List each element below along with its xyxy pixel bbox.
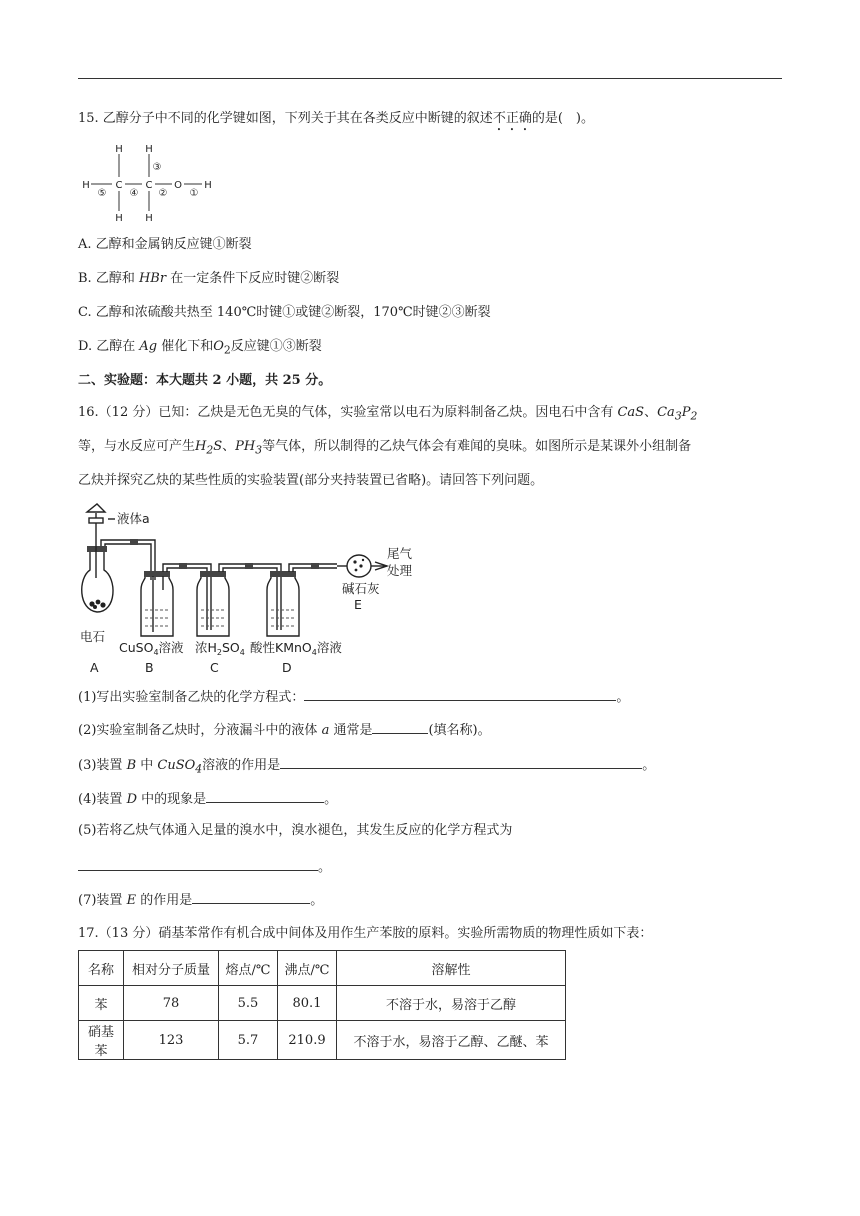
header-rule [78, 78, 782, 79]
table-header-cell: 溶解性 [337, 951, 566, 986]
answer-blank[interactable] [280, 756, 642, 769]
table-header-cell: 熔点/℃ [219, 951, 278, 986]
bond-label-5: ⑤ [97, 188, 107, 199]
label-liquid-a: 液体a [117, 511, 150, 526]
q17-stem: 17.（13 分）硝基苯常作有机合成中间体及用作生产苯胺的原料。实验所需物质的物理性质如下表： [78, 926, 653, 941]
bond-label-2: ② [158, 188, 168, 199]
q16-stem-line1: 16.（12 分）已知：乙炔是无色无臭的气体，实验室常以电石为原料制备乙炔。因电石中含有 CaS、$Ca_3P_2$ [78, 405, 698, 423]
atom-h: H [115, 144, 123, 155]
ethanol-structure [80, 140, 230, 225]
q15-option-b: B. 乙醇和 HBr 在一定条件下反应时键②断裂 [78, 271, 340, 286]
label-e: E [354, 597, 362, 612]
label-cuso4: CuSO$_4$溶液 [119, 640, 184, 657]
table-cell: 210.9 [278, 1021, 337, 1060]
table-cell: 不溶于水，易溶于乙醇、乙醚、苯 [337, 1021, 566, 1060]
bond-label-3: ③ [152, 162, 162, 173]
table-cell: 5.7 [219, 1021, 278, 1060]
q15-option-c: C. 乙醇和浓硫酸共热至 140℃时键①或键②断裂，170℃时键②③断裂 [78, 305, 491, 320]
section-heading: 二、实验题：本大题共 2 小题，共 25 分。 [78, 373, 332, 388]
table-row [79, 1021, 566, 1060]
q16-stem-line2: 等，与水反应可产生$H_2S$、$PH_3$等气体，所以制得的乙炔气体会有难闻的臭味。如图所示是某课外小组制备 [78, 439, 692, 457]
answer-blank[interactable] [78, 858, 318, 871]
label-h2so4: 浓$H_2SO_4$ [195, 640, 245, 657]
table-cell: 不溶于水，易溶于乙醇 [337, 986, 566, 1021]
answer-blank[interactable] [372, 721, 428, 734]
table-cell: 78 [124, 986, 219, 1021]
table-cell: 80.1 [278, 986, 337, 1021]
answer-blank[interactable] [192, 891, 310, 904]
atom-h: H [145, 213, 153, 224]
q16-sub5-answer: 。 [78, 858, 331, 877]
table-cell: 5.5 [219, 986, 278, 1021]
table-header-cell: 沸点/℃ [278, 951, 337, 986]
bond-label-4: ④ [129, 188, 139, 199]
label-a: A [90, 660, 99, 675]
label-tail-gas-2: 处理 [387, 563, 413, 578]
table-header-row [79, 951, 566, 986]
atom-o: O [174, 180, 182, 191]
label-d: D [282, 660, 292, 675]
atom-h: H [145, 144, 153, 155]
q16-stem-line3: 乙炔并探究乙炔的某些性质的实验装置(部分夹持装置已省略)。请回答下列问题。 [78, 473, 544, 488]
table-cell: 硝基苯 [79, 1021, 124, 1060]
atom-c: C [115, 180, 123, 191]
table-header-cell: 名称 [79, 951, 124, 986]
label-kmno4: 酸性KMnO$_4$溶液 [250, 640, 342, 657]
label-soda-lime: 碱石灰 [342, 581, 380, 596]
atom-c: C [145, 180, 153, 191]
q16-sub5: (5)若将乙炔气体通入足量的溴水中，溴水褪色，其发生反应的化学方程式为 [78, 823, 513, 838]
properties-table [78, 950, 566, 1060]
label-tail-gas-1: 尾气 [387, 546, 413, 561]
label-c: C [210, 660, 219, 675]
q16-sub7: (7)装置 E 的作用是 。 [78, 893, 324, 908]
q15-stem: 15. 乙醇分子中不同的化学键如图，下列关于其在各类反应中断键的叙述不正确的是( )。 [78, 111, 594, 126]
atom-h: H [204, 180, 212, 191]
table-row [79, 986, 566, 1021]
q16-sub3: (3)装置 B 中 CuSO$_4$溶液的作用是 。 [78, 758, 656, 776]
apparatus-diagram [75, 500, 430, 680]
atom-h: H [115, 213, 123, 224]
table-cell: 苯 [79, 986, 124, 1021]
table-header-cell: 相对分子质量 [124, 951, 219, 986]
q15-option-d: D. 乙醇在 Ag 催化下和$O_2$反应键①③断裂 [78, 339, 322, 357]
label-calcium-carbide: 电石 [80, 629, 106, 644]
answer-blank[interactable] [304, 688, 616, 701]
q16-sub4: (4)装置 D 中的现象是 。 [78, 792, 338, 807]
answer-blank[interactable] [206, 790, 324, 803]
q15-option-a: A. 乙醇和金属钠反应键①断裂 [78, 237, 252, 252]
label-b: B [145, 660, 154, 675]
table-cell: 123 [124, 1021, 219, 1060]
q16-sub2: (2)实验室制备乙炔时，分液漏斗中的液体 a 通常是 (填名称)。 [78, 723, 491, 738]
atom-h: H [82, 180, 90, 191]
emphasis-dots: 不正确 [492, 111, 532, 126]
bond-label-1: ① [189, 188, 199, 199]
q16-sub1: (1)写出实验室制备乙炔的化学方程式： 。 [78, 690, 630, 705]
